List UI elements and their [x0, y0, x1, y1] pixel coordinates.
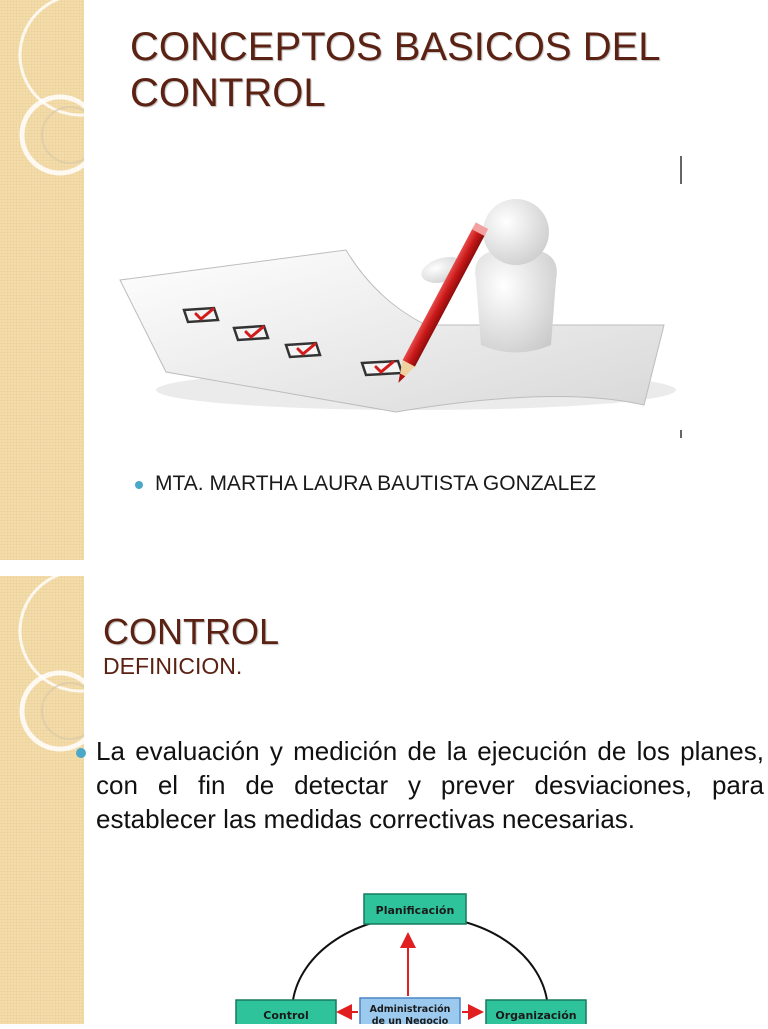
- planificacion-box: [364, 894, 466, 924]
- slide-title: CONTROL: [103, 611, 280, 652]
- negocio-label: de un Negocio: [371, 1016, 449, 1024]
- slide-subtitle: DEFINICION.: [103, 653, 243, 679]
- person-checking-checklist-icon: [96, 150, 696, 445]
- checklist-illustration: [96, 150, 696, 445]
- organizacion-box: [486, 1000, 586, 1024]
- cycle-arc: [293, 916, 547, 1000]
- administracion-box: [360, 998, 460, 1024]
- planificacion-label: Planificación: [375, 904, 455, 917]
- definition-text: La evaluación y medición de la ejecución de los planes, con el fin de detectar y prever desviaciones, para establecer las medidas correctivas necesarias.: [96, 736, 764, 834]
- bullet-icon: [76, 748, 86, 758]
- decorative-side-strip: [0, 0, 84, 560]
- bullet-icon: [135, 481, 143, 489]
- organizacion-label: Organización: [495, 1009, 577, 1022]
- presenter-name: [135, 472, 596, 496]
- presenter-name-text: MTA. MARTHA LAURA BAUTISTA GONZALEZ: [155, 472, 597, 495]
- management-cycle-diagram: [230, 888, 610, 1029]
- administracion-label: Administración: [369, 1004, 451, 1015]
- control-box: [236, 1000, 336, 1024]
- decorative-side-strip: [0, 576, 84, 1024]
- control-label: Control: [263, 1009, 309, 1022]
- slide-title: CONCEPTOS BASICOS DEL CONTROL: [130, 25, 660, 115]
- decorative-circles-icon: [0, 576, 84, 1024]
- slide-title-block: [103, 612, 279, 680]
- definition-bullet: [76, 734, 764, 836]
- decorative-circles-icon: [0, 0, 84, 560]
